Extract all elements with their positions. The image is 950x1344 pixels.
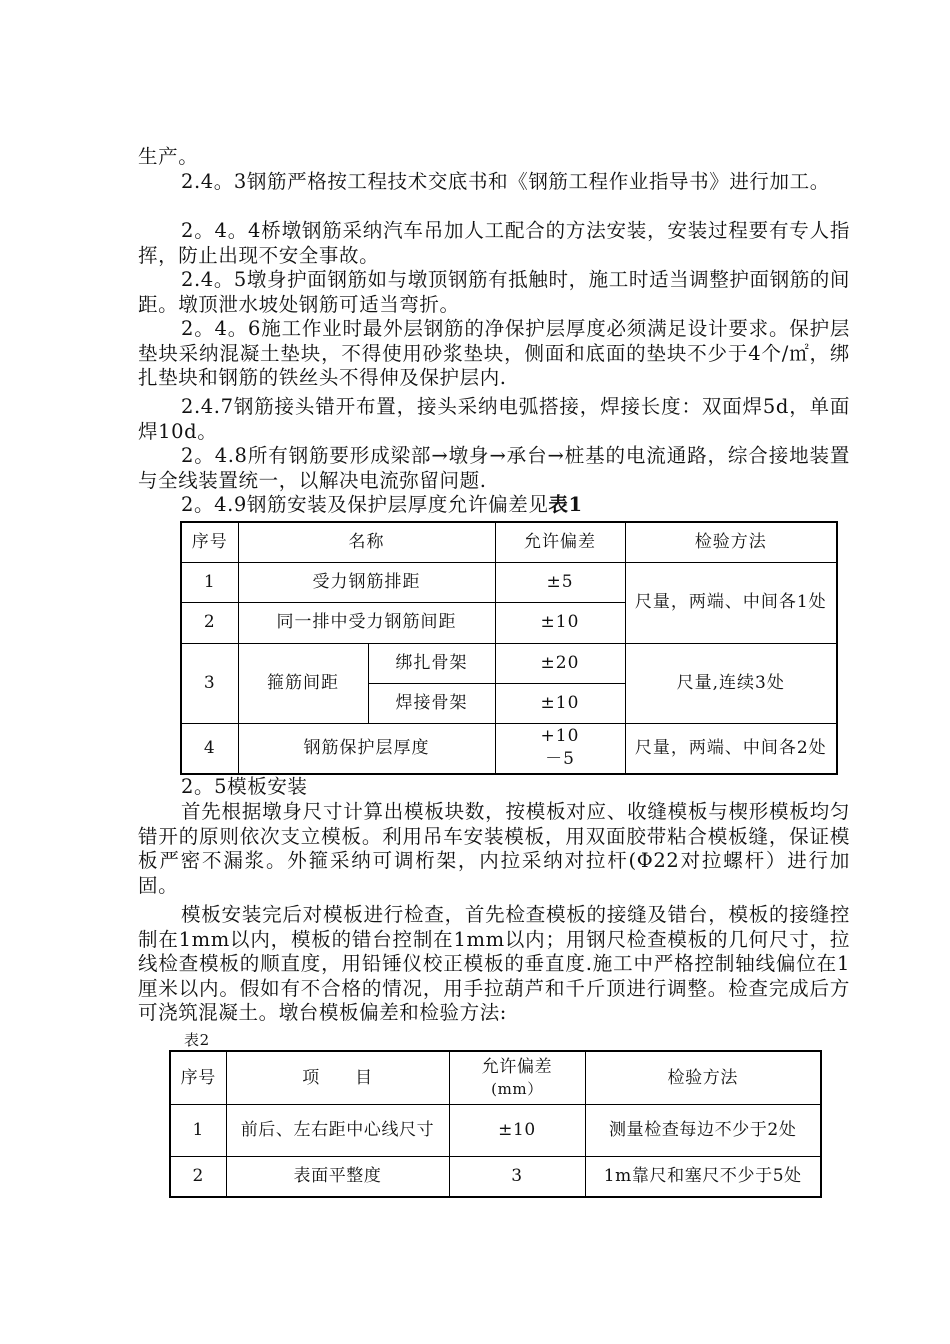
cell-name: 钢筋保护层厚度	[238, 723, 495, 774]
cell-tolerance: ±5	[495, 562, 625, 602]
header-method: 检验方法	[585, 1051, 821, 1104]
header-tolerance-label: 允许偏差	[481, 1056, 553, 1077]
tolerance-lower: －5	[545, 749, 575, 770]
paragraph-2-4-3: 2.4。3钢筋严格按工程技术交底书和《钢筋工程作业指导书》进行加工。	[181, 170, 830, 193]
header-tolerance-unit: (mm）	[491, 1079, 543, 1098]
header-item: 项 目	[226, 1051, 449, 1104]
paragraph-2-4-8: 2。4.8所有钢筋要形成梁部→墩身→承台→桩基的电流通路，综合接地装置与全线装置统一，以解决电流弥留问题.	[138, 444, 850, 492]
cell-method: 测量检查每边不少于2处	[585, 1104, 821, 1156]
table-row	[170, 1104, 821, 1156]
cell-no: 2	[181, 602, 238, 643]
header-tolerance	[449, 1051, 585, 1104]
header-method: 检验方法	[625, 522, 837, 562]
cell-no: 4	[181, 723, 238, 774]
cell-tolerance: ±10	[495, 683, 625, 723]
section-heading-2-5: 2。5模板安装	[181, 775, 308, 798]
table-row	[181, 643, 837, 683]
paragraph-formwork-check: 模板安装完后对模板进行检查，首先检查模板的接缝及错台，模板的接缝控制在1mm以内，模板的错台控制在1mm以内；用钢尺检查模板的几何尺寸，拉线检查模板的顺直度，用铅锤仪校正模板的垂直度.施工中严格控制轴线偏位在1厘米以内。假如有不合格的情况，用手拉葫芦和千斤顶进行调整。检查完成后方可浇筑混凝土。墩台模板偏差和检验方法:	[138, 903, 850, 1024]
cell-method: 尺量，两端、中间各1处	[625, 562, 837, 643]
paragraph-2-4-7: 2.4.7钢筋接头错开布置，接头采纳电弧搭接，焊接长度：双面焊5d，单面焊10d。	[138, 395, 850, 443]
table1-caption	[181, 493, 583, 517]
cell-no: 1	[170, 1104, 226, 1156]
cell-name: 箍筋间距	[238, 643, 368, 723]
cell-subname: 绑扎骨架	[368, 643, 495, 683]
cell-tolerance: 3	[449, 1156, 585, 1197]
table2-caption: 表2	[184, 1031, 210, 1049]
cell-name: 同一排中受力钢筋间距	[238, 602, 495, 643]
table1-caption-label: 表1	[548, 493, 583, 516]
header-no: 序号	[170, 1051, 226, 1104]
cell-item: 前后、左右距中心线尺寸	[226, 1104, 449, 1156]
paragraph-2-4-4: 2。4。4桥墩钢筋采纳汽车吊加人工配合的方法安装，安装过程要有专人指挥，防止出现不安全事故。	[138, 219, 850, 267]
table1-rebar-tolerance	[180, 521, 838, 775]
cell-item: 表面平整度	[226, 1156, 449, 1197]
tolerance-upper: +10	[540, 726, 580, 747]
cell-name: 受力钢筋排距	[238, 562, 495, 602]
paragraph-formwork-install: 首先根据墩身尺寸计算出模板块数，按模板对应、收缝模板与楔形模板均匀错开的原则依次支立模板。利用吊车安装模板，用双面胶带粘合模板缝，保证模板严密不漏浆。外箍采纳可调桁架，内拉采纳对拉杆(Φ22对拉螺杆）进行加固。	[138, 800, 850, 897]
cell-tolerance: ±20	[495, 643, 625, 683]
table-row	[170, 1156, 821, 1197]
cell-method: 尺量，两端、中间各2处	[625, 723, 837, 774]
table1-caption-text: 2。4.9钢筋安装及保护层厚度允许偏差见	[181, 493, 549, 516]
paragraph-2-4-6: 2。4。6施工作业时最外层钢筋的净保护层厚度必须满足设计要求。保护层垫块采纳混凝土垫块，不得使用砂浆垫块，侧面和底面的垫块不少于4个/㎡，绑扎垫块和钢筋的铁丝头不得伸及保护层内.	[138, 317, 850, 389]
cell-tolerance: ±10	[449, 1104, 585, 1156]
header-name: 名称	[238, 522, 495, 562]
header-no: 序号	[181, 522, 238, 562]
cell-tolerance	[495, 723, 625, 774]
table-header-row	[170, 1051, 821, 1104]
cell-no: 1	[181, 562, 238, 602]
table2-formwork-tolerance	[169, 1050, 822, 1198]
paragraph-continuation: 生产。	[138, 145, 199, 168]
cell-tolerance: ±10	[495, 602, 625, 643]
cell-subname: 焊接骨架	[368, 683, 495, 723]
cell-no: 3	[181, 643, 238, 723]
cell-method: 尺量,连续3处	[625, 643, 837, 723]
header-tolerance: 允许偏差	[495, 522, 625, 562]
paragraph-2-4-5: 2.4。5墩身护面钢筋如与墩顶钢筋有抵触时，施工时适当调整护面钢筋的间距。墩顶泄水坡处钢筋可适当弯折。	[138, 268, 850, 316]
table-row	[181, 562, 837, 602]
cell-method: 1m靠尺和塞尺不少于5处	[585, 1156, 821, 1197]
cell-no: 2	[170, 1156, 226, 1197]
table-header-row	[181, 522, 837, 562]
table-row	[181, 723, 837, 774]
